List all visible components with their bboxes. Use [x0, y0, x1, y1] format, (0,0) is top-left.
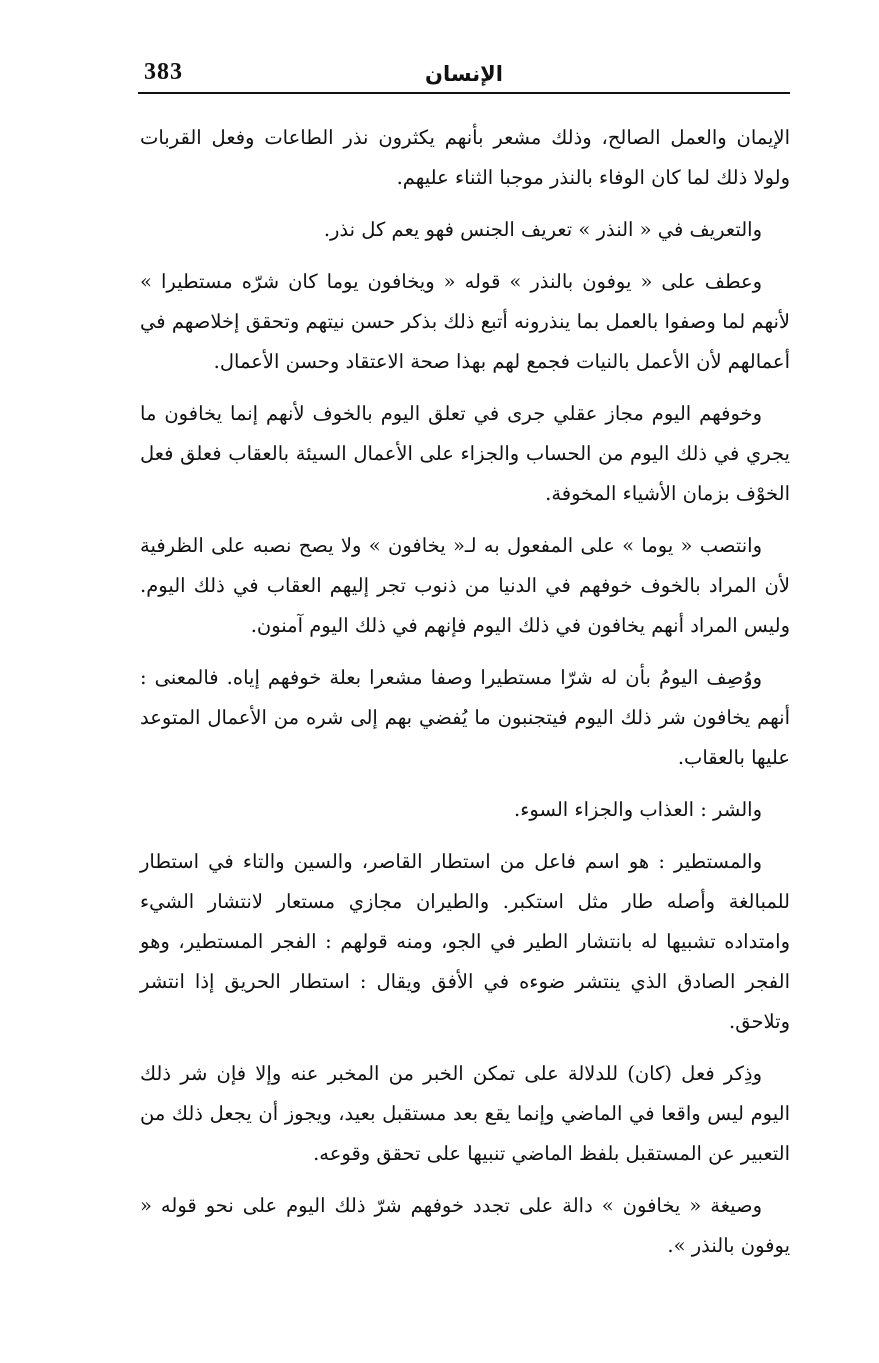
paragraph: وذِكر فعل (كان) للدلالة على تمكن الخبر من المخبر عنه وإلا فإن شر ذلك اليوم ليس واقعا في الماضي وإنما يقع بعد مستقبل بعيد، ويجوز أن يجعل ذلك من التعبير عن المستقبل بلفظ الماضي تنبيها على تحقق وقوعه.: [140, 1062, 790, 1165]
paragraph: وانتصب « يوما » على المفعول به لـ« يخافون » ولا يصح نصبه على الظرفية لأن المراد بالخوف خوفهم في الدنيا من ذنوب تجر إليهم العقاب في ذلك اليوم. وليس المراد أنهم يخافون في ذلك اليوم فإنهم في ذلك اليوم آمنون.: [140, 534, 790, 637]
paragraph: وعطف على « يوفون بالنذر » قوله « ويخافون يوما كان شرّه مستطيرا » لأنهم لما وصفوا بالعمل بما ينذرونه أتبع ذلك بذكر حسن نيتهم وتحقق إخلاصهم في أعمالهم لأن الأعمل بالنيات فجمع لهم بهذا صحة الاعتقاد وحسن الأعمال.: [140, 270, 790, 373]
paragraph: ووُصِف اليومُ بأن له شرّا مستطيرا وصفا مشعرا بعلة خوفهم إياه. فالمعنى : أنهم يخافون شر ذلك اليوم فيتجنبون ما يُفضي بهم إلى شره من الأعمال المتوعد عليها بالعقاب.: [140, 666, 790, 769]
paragraph: وصيغة « يخافون » دالة على تجدد خوفهم شرّ ذلك اليوم على نحو قوله « يوفون بالنذر ».: [140, 1194, 790, 1257]
body-text: [140, 118, 790, 1278]
paragraph: وخوفهم اليوم مجاز عقلي جرى في تعلق اليوم بالخوف لأنهم إنما يخافون ما يجري في ذلك اليوم من الحساب والجزاء على الأعمال السيئة بالعقاب فعلق فعل الخوْف بزمان الأشياء المخوفة.: [140, 402, 790, 505]
paragraph: والشر : العذاب والجزاء السوء.: [514, 798, 762, 821]
paragraph: والتعريف في « النذر » تعريف الجنس فهو يعم كل نذر.: [323, 218, 762, 241]
paragraph: والمستطير : هو اسم فاعل من استطار القاصر، والسين والتاء في استطار للمبالغة وأصله طار مثل استكبر. والطيران مجازي مستعار لانتشار الشيء وامتداده تشبيها له بانتشار الطير في الجو، ومنه قولهم : الفجر المستطير، وهو الفجر الصادق الذي ينتشر ضوءه في الأفق ويقال : استطار الحريق إذا انتشر وتلاحق.: [140, 850, 790, 1033]
running-title: الإنسان: [425, 62, 503, 86]
paragraph: الإيمان والعمل الصالح، وذلك مشعر بأنهم يكثرون نذر الطاعات وفعل القربات ولولا ذلك لما كان الوفاء بالنذر موجبا الثناء عليهم.: [140, 126, 790, 189]
page-number: 383: [144, 59, 183, 85]
header-rule: [138, 92, 790, 94]
page-header: [138, 58, 790, 94]
